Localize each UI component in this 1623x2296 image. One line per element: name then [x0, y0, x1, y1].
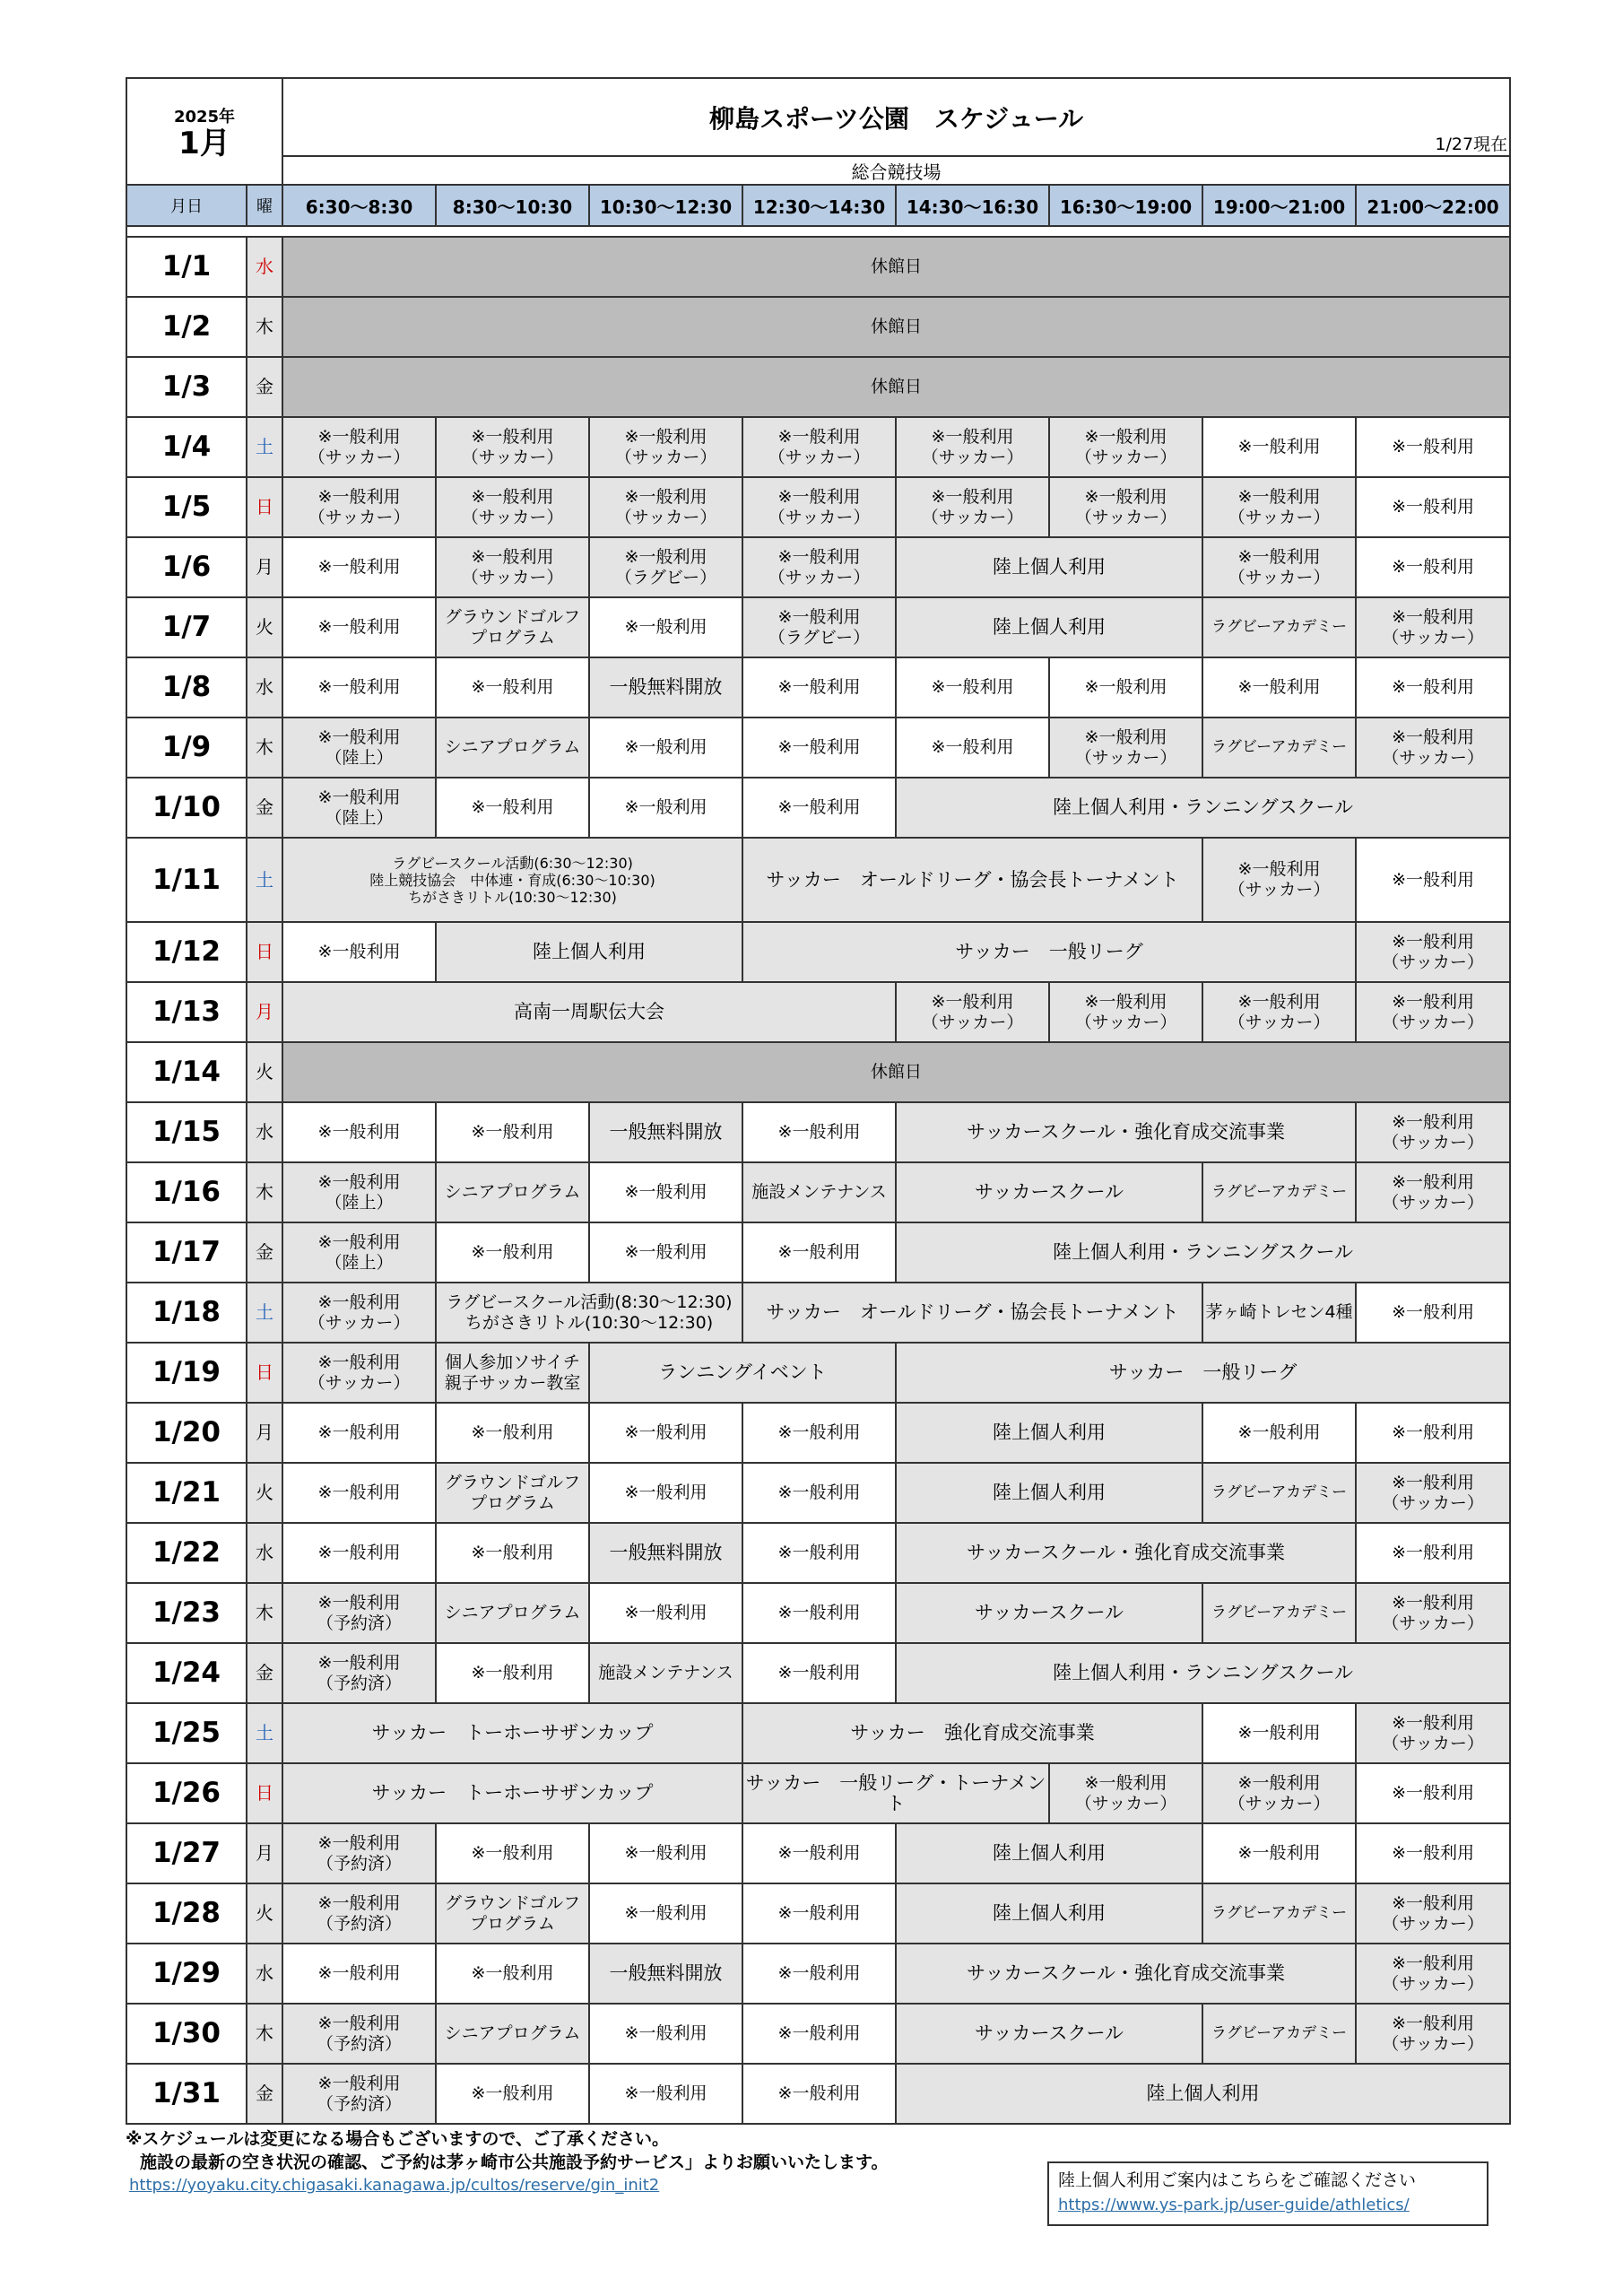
schedule-cell: ※一般利用 （サッカー） — [1356, 982, 1510, 1042]
schedule-cell: サッカー オールドリーグ・協会長トーナメント — [742, 1283, 1202, 1343]
schedule-cell: 施設メンテナンス — [742, 1162, 896, 1222]
schedule-row — [126, 657, 1510, 718]
row-date: 1/29 — [126, 1944, 247, 2004]
schedule-cell: ※一般利用 — [1356, 1283, 1510, 1343]
row-weekday: 木 — [247, 1583, 282, 1643]
schedule-cell: ※一般利用 （サッカー） — [1356, 922, 1510, 982]
title-cell — [282, 78, 1510, 156]
row-weekday: 木 — [247, 2004, 282, 2064]
row-date: 1/12 — [126, 922, 247, 982]
schedule-row — [126, 1162, 1510, 1222]
schedule-cell: 高南一周駅伝大会 — [282, 982, 896, 1042]
schedule-cell: ※一般利用 （サッカー） — [1356, 1583, 1510, 1643]
schedule-cell: ※一般利用 — [436, 2064, 589, 2124]
schedule-cell: ※一般利用 — [1356, 477, 1510, 537]
schedule-cell: ※一般利用 — [742, 778, 896, 838]
schedule-cell: ※一般利用 — [1356, 1823, 1510, 1883]
schedule-row — [126, 2004, 1510, 2064]
schedule-cell: ラグビースクール活動(8:30〜12:30) ちがさきリトル(10:30〜12:30) — [436, 1283, 742, 1343]
schedule-cell: ※一般利用 （サッカー） — [742, 537, 896, 597]
row-weekday: 金 — [247, 357, 282, 417]
schedule-table — [126, 77, 1511, 2125]
schedule-cell: ※一般利用 — [282, 1403, 436, 1463]
schedule-cell: 陸上個人利用 — [896, 1403, 1202, 1463]
schedule-cell: 陸上個人利用・ランニングスクール — [896, 1643, 1510, 1703]
schedule-cell: ※一般利用 （サッカー） — [896, 417, 1049, 477]
schedule-cell: ※一般利用 — [1202, 417, 1356, 477]
schedule-cell: ※一般利用 （陸上） — [282, 1222, 436, 1283]
schedule-cell: サッカー 一般リーグ — [896, 1343, 1510, 1403]
schedule-cell: サッカー オールドリーグ・協会長トーナメント — [742, 838, 1202, 922]
schedule-cell: ※一般利用 （サッカー） — [1202, 477, 1356, 537]
row-weekday: 日 — [247, 922, 282, 982]
schedule-row — [126, 1583, 1510, 1643]
schedule-cell: グラウンドゴルフ プログラム — [436, 1463, 589, 1523]
schedule-cell: 一般無料開放 — [589, 1102, 742, 1162]
schedule-cell: ランニングイベント — [589, 1343, 896, 1403]
row-date: 1/2 — [126, 297, 247, 357]
row-date: 1/27 — [126, 1823, 247, 1883]
schedule-cell: ※一般利用 （サッカー） — [282, 477, 436, 537]
schedule-cell: ※一般利用 （サッカー） — [896, 477, 1049, 537]
header-gap-cell — [126, 226, 1510, 237]
athletics-note: 陸上個人利用ご案内はこちらをご確認ください — [1058, 2170, 1417, 2190]
schedule-row — [126, 1883, 1510, 1944]
row-date: 1/28 — [126, 1883, 247, 1944]
schedule-cell: ※一般利用 — [589, 2004, 742, 2064]
schedule-cell: ※一般利用 — [742, 1102, 896, 1162]
schedule-cell: サッカー トーホーサザンカップ — [282, 1763, 742, 1823]
schedule-cell: ※一般利用 — [589, 1162, 742, 1222]
schedule-cell: ※一般利用 — [589, 1222, 742, 1283]
schedule-cell: ※一般利用 — [589, 1463, 742, 1523]
row-weekday: 月 — [247, 1403, 282, 1463]
schedule-cell: 一般無料開放 — [589, 657, 742, 718]
schedule-row — [126, 297, 1510, 357]
schedule-cell: ※一般利用 （サッカー） — [282, 417, 436, 477]
schedule-cell: サッカー 一般リーグ — [742, 922, 1356, 982]
row-weekday: 火 — [247, 1883, 282, 1944]
row-weekday: 木 — [247, 1162, 282, 1222]
schedule-cell: シニアプログラム — [436, 718, 589, 778]
schedule-cell: グラウンドゴルフ プログラム — [436, 597, 589, 657]
row-date: 1/8 — [126, 657, 247, 718]
schedule-cell: ※一般利用 （予約済） — [282, 1643, 436, 1703]
schedule-cell: ※一般利用 — [1356, 1763, 1510, 1823]
schedule-cell: ※一般利用 — [589, 597, 742, 657]
schedule-row — [126, 778, 1510, 838]
schedule-row — [126, 357, 1510, 417]
schedule-cell: ※一般利用 （サッカー） — [1202, 537, 1356, 597]
schedule-cell: ※一般利用 — [436, 1222, 589, 1283]
page-title: 柳島スポーツ公園 スケジュール — [708, 103, 1084, 134]
month-cell — [126, 78, 282, 185]
schedule-cell: ※一般利用 — [282, 1102, 436, 1162]
schedule-cell: ※一般利用 — [742, 2064, 896, 2124]
schedule-cell: ※一般利用 — [589, 1883, 742, 1944]
row-weekday: 火 — [247, 1463, 282, 1523]
schedule-cell: サッカー 強化育成交流事業 — [742, 1703, 1202, 1763]
schedule-cell: ※一般利用 （サッカー） — [436, 477, 589, 537]
schedule-cell: 陸上個人利用・ランニングスクール — [896, 778, 1510, 838]
schedule-cell: ※一般利用 — [1356, 1403, 1510, 1463]
row-weekday: 金 — [247, 1222, 282, 1283]
schedule-cell: ※一般利用 （サッカー） — [1356, 1162, 1510, 1222]
schedule-cell: ※一般利用 — [436, 1102, 589, 1162]
schedule-cell: ※一般利用 — [589, 1403, 742, 1463]
row-date: 1/25 — [126, 1703, 247, 1763]
schedule-cell: ※一般利用 （陸上） — [282, 778, 436, 838]
schedule-cell: ※一般利用 — [282, 657, 436, 718]
schedule-cell: 陸上個人利用 — [436, 922, 742, 982]
row-weekday: 土 — [247, 838, 282, 922]
row-date: 1/26 — [126, 1763, 247, 1823]
row-date: 1/16 — [126, 1162, 247, 1222]
schedule-cell: ※一般利用 （サッカー） — [1356, 718, 1510, 778]
row-weekday: 日 — [247, 1763, 282, 1823]
schedule-cell: ※一般利用 — [589, 1823, 742, 1883]
schedule-cell: ※一般利用 （サッカー） — [1356, 2004, 1510, 2064]
schedule-cell: ※一般利用 （サッカー） — [589, 417, 742, 477]
schedule-cell: ※一般利用 — [282, 1463, 436, 1523]
schedule-cell: 一般無料開放 — [589, 1523, 742, 1583]
column-header-slot: 14:30〜16:30 — [896, 185, 1049, 226]
venue-name: 総合競技場 — [282, 156, 1510, 185]
schedule-cell: サッカースクール・強化育成交流事業 — [896, 1523, 1356, 1583]
schedule-cell: ※一般利用 — [742, 2004, 896, 2064]
row-date: 1/6 — [126, 537, 247, 597]
row-weekday: 水 — [247, 237, 282, 297]
schedule-cell: ※一般利用 — [742, 1463, 896, 1523]
schedule-cell: ※一般利用 — [1356, 1523, 1510, 1583]
schedule-cell: ※一般利用 — [742, 1944, 896, 2004]
schedule-cell: 陸上個人利用 — [896, 537, 1202, 597]
schedule-cell: ※一般利用 （サッカー） — [282, 1283, 436, 1343]
schedule-cell: ※一般利用 — [436, 1523, 589, 1583]
row-weekday: 水 — [247, 1523, 282, 1583]
closed-day-cell: 休館日 — [282, 237, 1510, 297]
schedule-cell: ※一般利用 — [589, 2064, 742, 2124]
row-weekday: 金 — [247, 778, 282, 838]
schedule-cell: ※一般利用 — [742, 1643, 896, 1703]
schedule-cell: ※一般利用 （サッカー） — [1356, 1463, 1510, 1523]
schedule-cell: ※一般利用 （サッカー） — [1049, 982, 1202, 1042]
schedule-row — [126, 417, 1510, 477]
row-weekday: 木 — [247, 718, 282, 778]
row-weekday: 土 — [247, 1283, 282, 1343]
schedule-cell: ラグビーアカデミー — [1202, 597, 1356, 657]
row-weekday: 火 — [247, 1042, 282, 1102]
schedule-row — [126, 1042, 1510, 1102]
schedule-row — [126, 982, 1510, 1042]
schedule-cell: サッカー トーホーサザンカップ — [282, 1703, 742, 1763]
schedule-cell: ※一般利用 （サッカー） — [436, 417, 589, 477]
schedule-cell: ※一般利用 （ラグビー） — [742, 597, 896, 657]
schedule-cell: 茅ヶ崎トレセン4種 — [1202, 1283, 1356, 1343]
schedule-cell: ※一般利用 — [896, 657, 1049, 718]
schedule-row — [126, 237, 1510, 297]
schedule-cell: 一般無料開放 — [589, 1944, 742, 2004]
schedule-row — [126, 1463, 1510, 1523]
schedule-cell: ※一般利用 — [1202, 657, 1356, 718]
schedule-cell: ※一般利用 — [282, 922, 436, 982]
schedule-cell: ※一般利用 （サッカー） — [1202, 1763, 1356, 1823]
schedule-cell: 陸上個人利用 — [896, 1883, 1202, 1944]
schedule-cell: ※一般利用 — [742, 718, 896, 778]
schedule-cell: ※一般利用 — [436, 1944, 589, 2004]
row-weekday: 水 — [247, 657, 282, 718]
schedule-cell: ラグビースクール活動(6:30〜12:30) 陸上競技協会 中体連・育成(6:30〜10:30) ちがさきリトル(10:30〜12:30) — [282, 838, 742, 922]
schedule-row — [126, 1523, 1510, 1583]
schedule-row — [126, 838, 1510, 922]
row-date: 1/15 — [126, 1102, 247, 1162]
schedule-row — [126, 1763, 1510, 1823]
column-header-slot: 21:00〜22:00 — [1356, 185, 1510, 226]
column-header-slot: 12:30〜14:30 — [742, 185, 896, 226]
schedule-cell: サッカースクール — [896, 2004, 1202, 2064]
athletics-link[interactable]: https://www.ys-park.jp/user-guide/athletics/ — [1058, 2196, 1410, 2214]
schedule-cell: ※一般利用 （サッカー） — [1356, 1944, 1510, 2004]
schedule-row — [126, 1222, 1510, 1283]
row-weekday: 木 — [247, 297, 282, 357]
schedule-cell: ※一般利用 — [742, 1523, 896, 1583]
schedule-cell: ※一般利用 — [742, 1823, 896, 1883]
schedule-cell: ※一般利用 （サッカー） — [1356, 597, 1510, 657]
schedule-cell: ※一般利用 — [742, 1403, 896, 1463]
schedule-cell: ※一般利用 — [436, 657, 589, 718]
schedule-cell: ※一般利用 — [436, 1643, 589, 1703]
athletics-info-box — [1047, 2161, 1488, 2226]
row-date: 1/23 — [126, 1583, 247, 1643]
row-date: 1/19 — [126, 1343, 247, 1403]
closed-day-cell: 休館日 — [282, 357, 1510, 417]
schedule-cell: ※一般利用 （サッカー） — [589, 477, 742, 537]
schedule-cell: ラグビーアカデミー — [1202, 1463, 1356, 1523]
schedule-cell: サッカースクール・強化育成交流事業 — [896, 1102, 1356, 1162]
row-date: 1/22 — [126, 1523, 247, 1583]
schedule-cell: ※一般利用 — [1202, 1403, 1356, 1463]
year-label: 2025年 — [173, 107, 236, 126]
schedule-row — [126, 1944, 1510, 2004]
schedule-cell: ※一般利用 （予約済） — [282, 1883, 436, 1944]
schedule-cell: ※一般利用 （ラグビー） — [589, 537, 742, 597]
schedule-cell: ※一般利用 （陸上） — [282, 1162, 436, 1222]
column-header-slot: 6:30〜8:30 — [282, 185, 436, 226]
row-weekday: 水 — [247, 1102, 282, 1162]
schedule-cell: ※一般利用 — [589, 718, 742, 778]
schedule-cell: ※一般利用 （サッカー） — [1356, 1102, 1510, 1162]
schedule-cell: ※一般利用 （サッカー） — [1356, 1703, 1510, 1763]
column-header-slot: 10:30〜12:30 — [589, 185, 742, 226]
schedule-cell: ※一般利用 — [742, 657, 896, 718]
row-date: 1/21 — [126, 1463, 247, 1523]
row-date: 1/13 — [126, 982, 247, 1042]
schedule-cell: ※一般利用 — [1202, 1703, 1356, 1763]
schedule-cell: ラグビーアカデミー — [1202, 1162, 1356, 1222]
row-date: 1/7 — [126, 597, 247, 657]
schedule-cell: ※一般利用 （サッカー） — [282, 1343, 436, 1403]
schedule-cell: ※一般利用 — [282, 1523, 436, 1583]
schedule-row — [126, 2064, 1510, 2124]
schedule-cell: 陸上個人利用・ランニングスクール — [896, 1222, 1510, 1283]
schedule-row — [126, 718, 1510, 778]
schedule-row — [126, 537, 1510, 597]
row-date: 1/30 — [126, 2004, 247, 2064]
row-weekday: 月 — [247, 537, 282, 597]
row-weekday: 月 — [247, 982, 282, 1042]
schedule-cell: サッカースクール・強化育成交流事業 — [896, 1944, 1356, 2004]
schedule-cell: グラウンドゴルフ プログラム — [436, 1883, 589, 1944]
row-date: 1/24 — [126, 1643, 247, 1703]
row-weekday: 金 — [247, 1643, 282, 1703]
row-date: 1/9 — [126, 718, 247, 778]
row-date: 1/5 — [126, 477, 247, 537]
row-date: 1/10 — [126, 778, 247, 838]
row-date: 1/1 — [126, 237, 247, 297]
row-date: 1/11 — [126, 838, 247, 922]
closed-day-cell: 休館日 — [282, 297, 1510, 357]
schedule-cell: サッカー 一般リーグ・トーナメント — [742, 1763, 1049, 1823]
schedule-cell: ※一般利用 — [896, 718, 1049, 778]
row-weekday: 日 — [247, 1343, 282, 1403]
schedule-cell: ※一般利用 （陸上） — [282, 718, 436, 778]
schedule-row — [126, 1403, 1510, 1463]
schedule-cell: ※一般利用 — [1356, 657, 1510, 718]
header-gap — [126, 226, 1510, 237]
schedule-row — [126, 1703, 1510, 1763]
schedule-cell: ※一般利用 （サッカー） — [1049, 417, 1202, 477]
row-weekday: 日 — [247, 477, 282, 537]
schedule-row — [126, 1102, 1510, 1162]
column-header-dow: 曜 — [247, 185, 282, 226]
schedule-cell: 個人参加ソサイチ 親子サッカー教室 — [436, 1343, 589, 1403]
schedule-row — [126, 1823, 1510, 1883]
schedule-row — [126, 1643, 1510, 1703]
reservation-notice: 施設の最新の空き状況の確認、ご予約は茅ヶ崎市公共施設予約サービス」よりお願いいたします。 — [140, 2152, 889, 2172]
schedule-cell: ※一般利用 （サッカー） — [1049, 477, 1202, 537]
schedule-row — [126, 477, 1510, 537]
schedule-row — [126, 1283, 1510, 1343]
schedule-cell: ※一般利用 （サッカー） — [436, 537, 589, 597]
row-weekday: 土 — [247, 417, 282, 477]
schedule-cell: ※一般利用 — [589, 1583, 742, 1643]
schedule-cell: ラグビーアカデミー — [1202, 718, 1356, 778]
schedule-cell: ※一般利用 （サッカー） — [742, 477, 896, 537]
schedule-cell: サッカースクール — [896, 1583, 1202, 1643]
column-header-slot: 8:30〜10:30 — [436, 185, 589, 226]
schedule-sheet — [126, 77, 1509, 2125]
row-date: 1/18 — [126, 1283, 247, 1343]
row-date: 1/3 — [126, 357, 247, 417]
schedule-cell: ※一般利用 — [742, 1883, 896, 1944]
schedule-cell: ※一般利用 （予約済） — [282, 1823, 436, 1883]
schedule-cell: シニアプログラム — [436, 1583, 589, 1643]
month-label: 1月 — [178, 125, 230, 161]
schedule-cell: ラグビーアカデミー — [1202, 2004, 1356, 2064]
schedule-row — [126, 597, 1510, 657]
schedule-cell: ※一般利用 （サッカー） — [1202, 982, 1356, 1042]
schedule-cell: ※一般利用 — [436, 1823, 589, 1883]
row-date: 1/20 — [126, 1403, 247, 1463]
schedule-cell: ※一般利用 — [282, 597, 436, 657]
schedule-cell: ※一般利用 — [1356, 537, 1510, 597]
schedule-cell: シニアプログラム — [436, 2004, 589, 2064]
schedule-cell: 陸上個人利用 — [896, 1823, 1202, 1883]
column-header-date: 月日 — [126, 185, 247, 226]
schedule-cell: 陸上個人利用 — [896, 2064, 1510, 2124]
schedule-row — [126, 922, 1510, 982]
schedule-cell: ※一般利用 — [742, 1222, 896, 1283]
schedule-cell: ※一般利用 （予約済） — [282, 1583, 436, 1643]
schedule-cell: ※一般利用 — [282, 1944, 436, 2004]
row-date: 1/31 — [126, 2064, 247, 2124]
schedule-cell: ※一般利用 — [436, 1403, 589, 1463]
schedule-cell: ※一般利用 （サッカー） — [1202, 838, 1356, 922]
row-date: 1/4 — [126, 417, 247, 477]
schedule-cell: ※一般利用 — [742, 1583, 896, 1643]
schedule-cell: ※一般利用 （サッカー） — [1049, 718, 1202, 778]
row-weekday: 土 — [247, 1703, 282, 1763]
as-of-date: 1/27現在 — [1435, 135, 1508, 154]
schedule-cell: サッカースクール — [896, 1162, 1202, 1222]
schedule-cell: ※一般利用 — [1356, 838, 1510, 922]
reservation-link[interactable]: https://yoyaku.city.chigasaki.kanagawa.jp/cultos/reserve/gin_init2 — [129, 2176, 660, 2195]
schedule-cell: ラグビーアカデミー — [1202, 1583, 1356, 1643]
schedule-cell: ※一般利用 — [1202, 1823, 1356, 1883]
column-header-slot: 16:30〜19:00 — [1049, 185, 1202, 226]
column-header-slot: 19:00〜21:00 — [1202, 185, 1356, 226]
closed-day-cell: 休館日 — [282, 1042, 1510, 1102]
row-date: 1/17 — [126, 1222, 247, 1283]
row-weekday: 金 — [247, 2064, 282, 2124]
column-header-row — [126, 185, 1510, 226]
schedule-cell: ※一般利用 — [1356, 417, 1510, 477]
schedule-cell: 施設メンテナンス — [589, 1643, 742, 1703]
schedule-cell: ※一般利用 — [1049, 657, 1202, 718]
change-notice: ※スケジュールは変更になる場合もございますので、ご了承ください。 — [126, 2129, 669, 2149]
schedule-cell: ※一般利用 （予約済） — [282, 2064, 436, 2124]
schedule-cell: 陸上個人利用 — [896, 1463, 1202, 1523]
row-date: 1/14 — [126, 1042, 247, 1102]
schedule-cell: ※一般利用 （サッカー） — [896, 982, 1049, 1042]
schedule-cell: ※一般利用 （サッカー） — [1356, 1883, 1510, 1944]
schedule-cell: ※一般利用 （サッカー） — [742, 417, 896, 477]
row-weekday: 火 — [247, 597, 282, 657]
schedule-cell: ラグビーアカデミー — [1202, 1883, 1356, 1944]
schedule-cell: ※一般利用 （予約済） — [282, 2004, 436, 2064]
row-weekday: 月 — [247, 1823, 282, 1883]
schedule-cell: ※一般利用 — [589, 778, 742, 838]
schedule-cell: ※一般利用 — [436, 778, 589, 838]
schedule-cell: 陸上個人利用 — [896, 597, 1202, 657]
schedule-cell: シニアプログラム — [436, 1162, 589, 1222]
row-weekday: 水 — [247, 1944, 282, 2004]
schedule-row — [126, 1343, 1510, 1403]
schedule-cell: ※一般利用 — [282, 537, 436, 597]
schedule-cell: ※一般利用 （サッカー） — [1049, 1763, 1202, 1823]
